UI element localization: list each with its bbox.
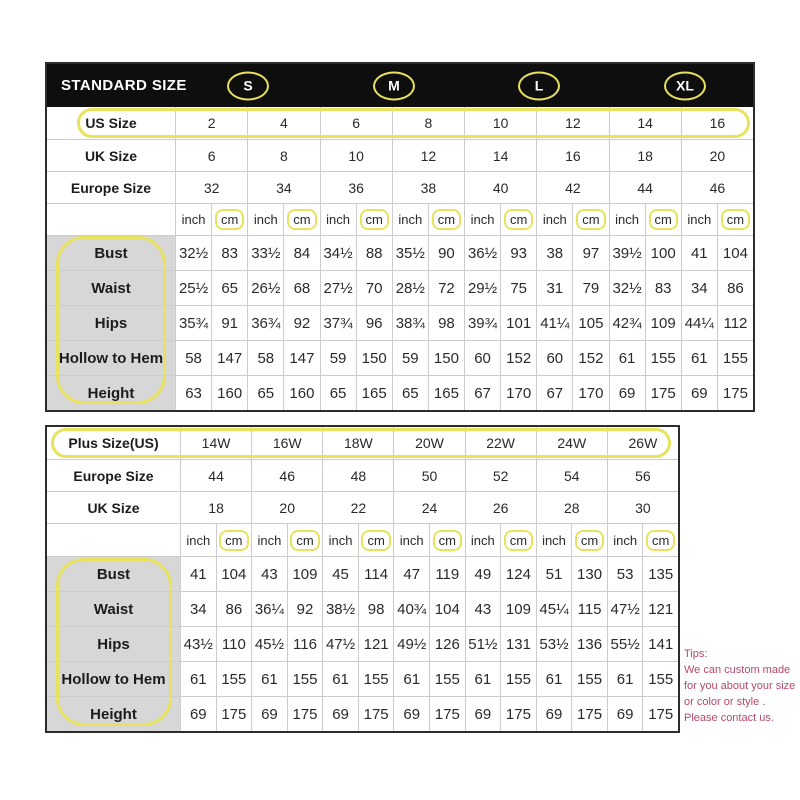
measure-cell: 155: [358, 662, 394, 696]
measure-cell: 51½: [465, 627, 501, 661]
size-cell: 14: [464, 140, 536, 171]
size-row: [47, 427, 678, 459]
unit-cell-inch: inch: [320, 204, 356, 235]
measure-cell: 44¼: [681, 306, 717, 340]
unit-cell-cm: [717, 204, 753, 235]
measure-cell: 101: [500, 306, 536, 340]
size-cell: 8: [247, 140, 319, 171]
unit-cell-cm: [500, 524, 536, 556]
measure-cell: 61: [465, 662, 501, 696]
measure-cell: 93: [500, 236, 536, 270]
measure-cell: 175: [642, 697, 678, 731]
size-cell: 42: [536, 172, 608, 203]
measure-cell: 27½: [320, 271, 356, 305]
row-label: Hips: [47, 627, 180, 661]
measure-cell: 61: [536, 662, 572, 696]
measure-cell: 124: [500, 557, 536, 591]
measure-cell: 98: [358, 592, 394, 626]
cm-highlight-box: cm: [432, 209, 461, 230]
measure-cell: 84: [283, 236, 319, 270]
measure-cell: 104: [216, 557, 252, 591]
unit-cell-inch: inch: [251, 524, 287, 556]
measure-cell: 121: [642, 592, 678, 626]
measure-cell: 69: [609, 376, 645, 410]
measure-cell: 51: [536, 557, 572, 591]
measure-cell: 69: [465, 697, 501, 731]
measure-cell: 61: [180, 662, 216, 696]
size-cell: 12: [392, 140, 464, 171]
unit-cell-inch: inch: [607, 524, 643, 556]
size-cell: 26W: [607, 427, 678, 459]
row-label: Plus Size(US): [68, 435, 159, 451]
measure-cell: 53½: [536, 627, 572, 661]
measure-cell: 155: [645, 341, 681, 375]
measure-row: [47, 235, 753, 270]
measure-cell: 31: [536, 271, 572, 305]
measure-cell: 45: [322, 557, 358, 591]
measure-cell: 53: [607, 557, 643, 591]
size-cell: 20W: [393, 427, 464, 459]
measure-cell: 36¼: [251, 592, 287, 626]
size-cell: 22: [322, 492, 393, 523]
measure-cell: 65: [392, 376, 428, 410]
unit-cell-cm: [283, 204, 319, 235]
size-cell: 46: [251, 460, 322, 491]
measure-cell: 41: [681, 236, 717, 270]
tips-line: for you about your size: [684, 680, 796, 692]
unit-header-row: [47, 523, 678, 556]
measure-cell: 59: [320, 341, 356, 375]
measure-cell: 69: [536, 697, 572, 731]
measure-cell: 36½: [464, 236, 500, 270]
measure-cell: 38¾: [392, 306, 428, 340]
measure-cell: 115: [571, 592, 607, 626]
unit-header-row: [47, 203, 753, 235]
cm-highlight-box: cm: [504, 209, 533, 230]
row-label: Bust: [47, 557, 180, 591]
measure-row: [47, 696, 678, 731]
size-cell: 56: [607, 460, 678, 491]
row-label: Europe Size: [73, 467, 154, 484]
measure-cell: 155: [429, 662, 465, 696]
measure-cell: 67: [536, 376, 572, 410]
unit-cell-inch: inch: [180, 524, 216, 556]
tips-line: Please contact us.: [684, 712, 774, 724]
size-row: [47, 459, 678, 491]
measure-cell: 98: [428, 306, 464, 340]
measure-cell: 61: [322, 662, 358, 696]
row-label: Hollow to Hem: [47, 341, 175, 375]
size-marker-s: S: [227, 71, 269, 100]
cm-highlight-box: cm: [290, 530, 319, 551]
measure-cell: 59: [392, 341, 428, 375]
measure-cell: 83: [211, 236, 247, 270]
measure-cell: 165: [356, 376, 392, 410]
size-cell: 10: [464, 107, 536, 139]
size-cell: 20: [681, 140, 753, 171]
plus-size-table: [45, 425, 680, 733]
measure-cell: 45½: [251, 627, 287, 661]
measure-cell: 79: [572, 271, 608, 305]
measure-cell: 47½: [607, 592, 643, 626]
row-label: Height: [47, 376, 175, 410]
row-label: UK Size: [84, 147, 138, 164]
size-cell: 44: [609, 172, 681, 203]
unit-cell-cm: [429, 524, 465, 556]
measure-cell: 45¼: [536, 592, 572, 626]
row-label: UK Size: [87, 499, 140, 516]
measure-cell: 175: [500, 697, 536, 731]
cm-highlight-box: cm: [361, 530, 390, 551]
measure-cell: 150: [428, 341, 464, 375]
unit-cell-inch: inch: [175, 204, 211, 235]
measure-cell: 40¾: [393, 592, 429, 626]
measure-cell: 37¾: [320, 306, 356, 340]
size-row: [47, 171, 753, 203]
measure-cell: 41¼: [536, 306, 572, 340]
measure-cell: 155: [642, 662, 678, 696]
row-label: Height: [47, 697, 180, 731]
measure-cell: 155: [500, 662, 536, 696]
measure-cell: 175: [358, 697, 394, 731]
unit-cell-inch: inch: [465, 524, 501, 556]
measure-cell: 38: [536, 236, 572, 270]
size-cell: 6: [175, 140, 247, 171]
measure-cell: 49: [465, 557, 501, 591]
standard-size-header-bar: [47, 64, 753, 107]
measure-cell: 69: [393, 697, 429, 731]
size-cell: 22W: [465, 427, 536, 459]
measure-cell: 47: [393, 557, 429, 591]
measure-cell: 86: [717, 271, 753, 305]
measure-cell: 112: [717, 306, 753, 340]
standard-size-table: [45, 62, 755, 412]
measure-cell: 43: [465, 592, 501, 626]
measure-cell: 92: [283, 306, 319, 340]
measure-cell: 170: [572, 376, 608, 410]
unit-cell-cm: [500, 204, 536, 235]
unit-cell-inch: inch: [536, 204, 572, 235]
measure-cell: 61: [393, 662, 429, 696]
measure-cell: 69: [681, 376, 717, 410]
measure-cell: 100: [645, 236, 681, 270]
size-cell: 50: [393, 460, 464, 491]
measure-cell: 34: [180, 592, 216, 626]
measure-row: [47, 375, 753, 410]
custom-order-tips: [684, 646, 800, 726]
measure-cell: 32½: [175, 236, 211, 270]
measure-cell: 34½: [320, 236, 356, 270]
measure-cell: 29½: [464, 271, 500, 305]
measure-cell: 152: [500, 341, 536, 375]
size-row: [47, 139, 753, 171]
size-cell: 14: [609, 107, 681, 139]
unit-cell-cm: [572, 204, 608, 235]
measure-cell: 109: [500, 592, 536, 626]
measure-cell: 141: [642, 627, 678, 661]
measure-cell: 33½: [247, 236, 283, 270]
measure-row: [47, 591, 678, 626]
size-cell: 54: [536, 460, 607, 491]
measure-cell: 75: [500, 271, 536, 305]
measure-cell: 160: [283, 376, 319, 410]
cm-highlight-box: cm: [721, 209, 750, 230]
measure-cell: 65: [247, 376, 283, 410]
measure-cell: 28½: [392, 271, 428, 305]
unit-cell-inch: inch: [392, 204, 428, 235]
measure-cell: 175: [717, 376, 753, 410]
size-cell: 32: [175, 172, 247, 203]
row-label: [47, 524, 180, 556]
measure-cell: 90: [428, 236, 464, 270]
measure-cell: 175: [216, 697, 252, 731]
cm-highlight-box: cm: [287, 209, 316, 230]
unit-cell-inch: inch: [464, 204, 500, 235]
size-cell: 14W: [180, 427, 251, 459]
measure-cell: 26½: [247, 271, 283, 305]
size-cell: 10: [320, 140, 392, 171]
measure-cell: 58: [175, 341, 211, 375]
measure-cell: 110: [216, 627, 252, 661]
size-cell: 24W: [536, 427, 607, 459]
size-cell: 18: [180, 492, 251, 523]
size-marker-m: M: [373, 71, 415, 100]
tips-line: or color or style .: [684, 696, 766, 708]
unit-cell-inch: inch: [247, 204, 283, 235]
measure-cell: 150: [356, 341, 392, 375]
cm-highlight-box: cm: [360, 209, 389, 230]
measure-cell: 175: [429, 697, 465, 731]
measure-cell: 39½: [609, 236, 645, 270]
row-label: [47, 204, 175, 235]
measure-cell: 92: [287, 592, 323, 626]
measure-row: [47, 556, 678, 591]
measure-cell: 152: [572, 341, 608, 375]
size-cell: 16W: [251, 427, 322, 459]
measure-cell: 69: [251, 697, 287, 731]
size-cell: 38: [392, 172, 464, 203]
size-cell: 46: [681, 172, 753, 203]
row-label: Bust: [47, 236, 175, 270]
row-label: US Size: [85, 115, 137, 131]
measure-cell: 96: [356, 306, 392, 340]
row-label: Hollow to Hem: [47, 662, 180, 696]
measure-cell: 61: [607, 662, 643, 696]
measure-cell: 68: [283, 271, 319, 305]
measure-cell: 91: [211, 306, 247, 340]
measure-cell: 126: [429, 627, 465, 661]
unit-cell-cm: [571, 524, 607, 556]
measure-cell: 155: [571, 662, 607, 696]
measure-row: [47, 661, 678, 696]
size-cell: 40: [464, 172, 536, 203]
measure-cell: 60: [464, 341, 500, 375]
unit-cell-inch: inch: [536, 524, 572, 556]
size-cell: 6: [320, 107, 392, 139]
measure-cell: 131: [500, 627, 536, 661]
measure-cell: 83: [645, 271, 681, 305]
size-cell: 8: [392, 107, 464, 139]
measure-cell: 43: [251, 557, 287, 591]
measure-cell: 58: [247, 341, 283, 375]
measure-cell: 65: [211, 271, 247, 305]
row-label: Hips: [47, 306, 175, 340]
measure-cell: 42¾: [609, 306, 645, 340]
measure-cell: 130: [571, 557, 607, 591]
standard-size-title: STANDARD SIZE: [61, 77, 187, 94]
measure-cell: 63: [175, 376, 211, 410]
size-cell: 2: [175, 107, 247, 139]
measure-cell: 97: [572, 236, 608, 270]
unit-cell-cm: [216, 524, 252, 556]
size-cell: 16: [536, 140, 608, 171]
unit-cell-cm: [287, 524, 323, 556]
unit-cell-cm: [358, 524, 394, 556]
unit-cell-cm: [211, 204, 247, 235]
measure-cell: 43½: [180, 627, 216, 661]
measure-cell: 72: [428, 271, 464, 305]
measure-cell: 25½: [175, 271, 211, 305]
unit-cell-inch: inch: [393, 524, 429, 556]
measure-cell: 105: [572, 306, 608, 340]
size-cell: 18W: [322, 427, 393, 459]
measure-cell: 69: [322, 697, 358, 731]
cm-highlight-box: cm: [575, 530, 604, 551]
measure-cell: 155: [216, 662, 252, 696]
size-cell: 30: [607, 492, 678, 523]
measure-cell: 34: [681, 271, 717, 305]
size-cell: 18: [609, 140, 681, 171]
unit-cell-cm: [428, 204, 464, 235]
measure-cell: 55½: [607, 627, 643, 661]
row-label: Waist: [47, 271, 175, 305]
measure-cell: 135: [642, 557, 678, 591]
size-cell: 24: [393, 492, 464, 523]
measure-cell: 155: [287, 662, 323, 696]
measure-cell: 109: [645, 306, 681, 340]
measure-cell: 155: [717, 341, 753, 375]
tips-title: Tips:: [684, 648, 708, 660]
measure-cell: 121: [358, 627, 394, 661]
measure-cell: 35½: [392, 236, 428, 270]
unit-cell-cm: [642, 524, 678, 556]
cm-highlight-box: cm: [576, 209, 605, 230]
size-marker-l: L: [518, 71, 560, 100]
measure-cell: 109: [287, 557, 323, 591]
size-marker-xl: XL: [664, 71, 706, 100]
measure-cell: 160: [211, 376, 247, 410]
measure-cell: 67: [464, 376, 500, 410]
measure-cell: 175: [571, 697, 607, 731]
cm-highlight-box: cm: [215, 209, 244, 230]
cm-highlight-box: cm: [649, 209, 678, 230]
size-cell: 52: [465, 460, 536, 491]
cm-highlight-box: cm: [646, 530, 675, 551]
measure-cell: 38½: [322, 592, 358, 626]
measure-cell: 165: [428, 376, 464, 410]
unit-cell-cm: [645, 204, 681, 235]
measure-cell: 47½: [322, 627, 358, 661]
unit-cell-inch: inch: [681, 204, 717, 235]
measure-cell: 147: [283, 341, 319, 375]
standard-size-rows: [47, 107, 753, 410]
cm-highlight-box: cm: [219, 530, 248, 551]
unit-cell-inch: inch: [609, 204, 645, 235]
measure-cell: 35¾: [175, 306, 211, 340]
measure-cell: 175: [645, 376, 681, 410]
measure-cell: 39¾: [464, 306, 500, 340]
measure-row: [47, 340, 753, 375]
row-label: Europe Size: [70, 179, 152, 196]
size-cell: 12: [536, 107, 608, 139]
measure-cell: 147: [211, 341, 247, 375]
measure-cell: 61: [251, 662, 287, 696]
measure-cell: 69: [607, 697, 643, 731]
measure-cell: 136: [571, 627, 607, 661]
unit-cell-cm: [356, 204, 392, 235]
measure-cell: 41: [180, 557, 216, 591]
unit-cell-inch: inch: [322, 524, 358, 556]
measure-row: [47, 270, 753, 305]
measure-cell: 69: [180, 697, 216, 731]
measure-cell: 88: [356, 236, 392, 270]
size-cell: 36: [320, 172, 392, 203]
measure-cell: 104: [717, 236, 753, 270]
size-row: [47, 491, 678, 523]
measure-cell: 49½: [393, 627, 429, 661]
measure-cell: 170: [500, 376, 536, 410]
size-cell: 16: [681, 107, 753, 139]
measure-cell: 36¾: [247, 306, 283, 340]
plus-size-rows: [47, 427, 678, 731]
measure-cell: 114: [358, 557, 394, 591]
measure-cell: 119: [429, 557, 465, 591]
size-row: [47, 107, 753, 139]
cm-highlight-box: cm: [433, 530, 462, 551]
measure-cell: 60: [536, 341, 572, 375]
measure-cell: 32½: [609, 271, 645, 305]
size-cell: 20: [251, 492, 322, 523]
row-label: Waist: [47, 592, 180, 626]
size-cell: 34: [247, 172, 319, 203]
cm-highlight-box: cm: [504, 530, 533, 551]
measure-cell: 65: [320, 376, 356, 410]
measure-cell: 61: [609, 341, 645, 375]
measure-cell: 175: [287, 697, 323, 731]
size-cell: 44: [180, 460, 251, 491]
measure-row: [47, 305, 753, 340]
size-cell: 26: [465, 492, 536, 523]
measure-cell: 116: [287, 627, 323, 661]
size-cell: 28: [536, 492, 607, 523]
size-cell: 48: [322, 460, 393, 491]
size-cell: 4: [247, 107, 319, 139]
measure-cell: 70: [356, 271, 392, 305]
measure-cell: 61: [681, 341, 717, 375]
measure-cell: 104: [429, 592, 465, 626]
measure-cell: 86: [216, 592, 252, 626]
tips-line: We can custom made: [684, 664, 791, 676]
measure-row: [47, 626, 678, 661]
